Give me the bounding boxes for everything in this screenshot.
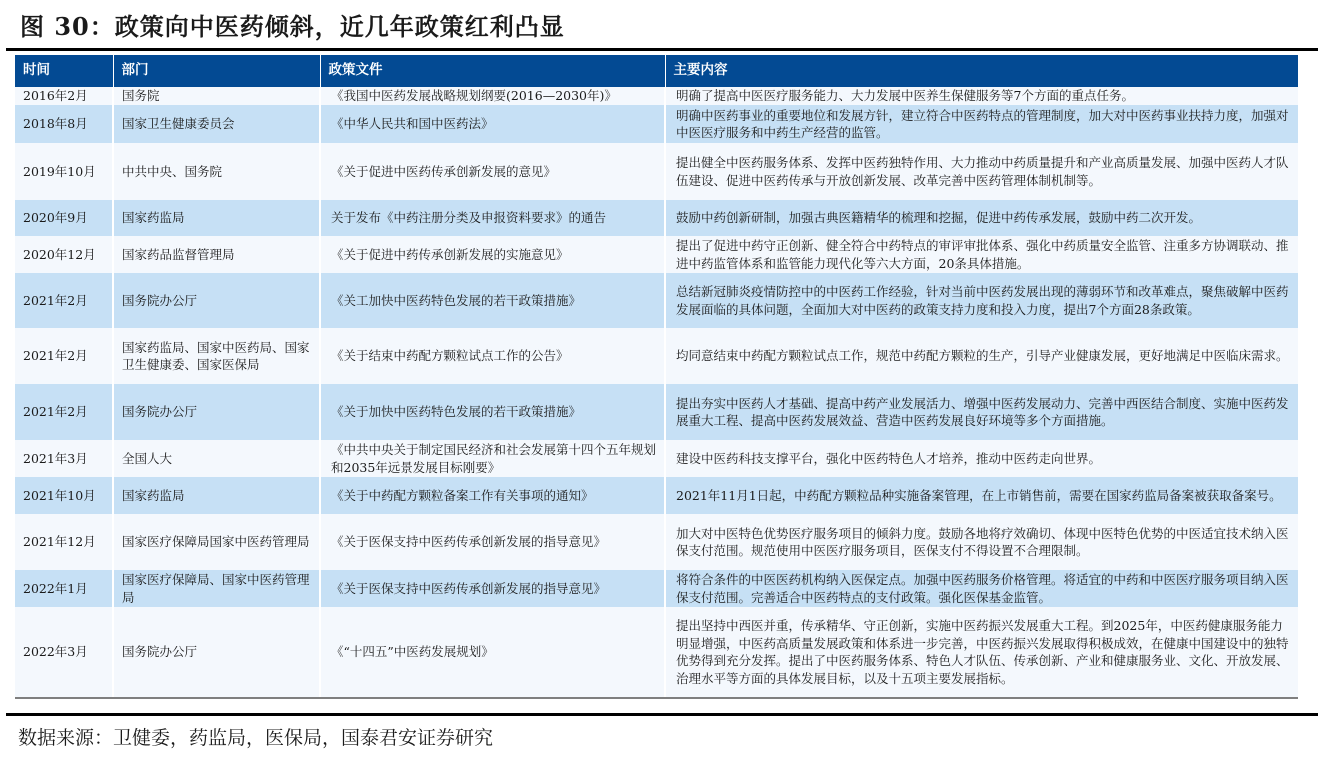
cell-policy-document: 《关于加快中医药特色发展的若干政策措施》	[320, 384, 665, 440]
table-row	[15, 236, 1298, 273]
cell-department: 国家药监局、国家中医药局、国家卫生健康委、国家医保局	[113, 328, 320, 384]
cell-department: 国务院办公厅	[113, 384, 320, 440]
cell-policy-document: 《关于结束中药配方颗粒试点工作的公告》	[320, 328, 665, 384]
figure-title: 图 30：政策向中医药倾斜，近几年政策红利凸显	[20, 12, 565, 41]
cell-department: 中共中央、国务院	[113, 143, 320, 200]
cell-main-content: 明确了提高中医医疗服务能力、大力发展中医养生保健服务等7个方面的重点任务。	[665, 87, 1298, 105]
cell-policy-document: 《中华人民共和国中医药法》	[320, 105, 665, 143]
policy-table	[15, 55, 1298, 699]
cell-policy-document: 《关于促进中药传承创新发展的实施意见》	[320, 236, 665, 273]
cell-policy-document: 《关于医保支持中医药传承创新发展的指导意见》	[320, 570, 665, 607]
data-source: 数据来源：卫健委，药监局，医保局，国泰君安证券研究	[18, 727, 494, 749]
cell-department: 国家医疗保障局、国家中医药管理局	[113, 570, 320, 607]
header-main-content: 主要内容	[665, 55, 1298, 87]
cell-date: 2019年10月	[15, 143, 113, 200]
cell-date: 2020年9月	[15, 200, 113, 236]
cell-main-content: 提出了促进中药守正创新、健全符合中药特点的审评审批体系、强化中药质量安全监管、注重多方协调联动、推进中药监管体系和监管能力现代化等六大方面，20条具体措施。	[665, 236, 1298, 273]
cell-date: 2021年2月	[15, 273, 113, 328]
cell-date: 2021年12月	[15, 514, 113, 570]
cell-main-content: 提出健全中医药服务体系、发挥中医药独特作用、大力推动中药质量提升和产业高质量发展、加强中医药人才队伍建设、促进中医药传承与开放创新发展、改革完善中医药管理体制机制等。	[665, 143, 1298, 200]
cell-main-content: 建设中医药科技支撑平台，强化中医药特色人才培养，推动中医药走向世界。	[665, 440, 1298, 477]
cell-main-content: 提出坚持中西医并重，传承精华、守正创新，实施中医药振兴发展重大工程。到2025年，中医药健康服务能力明显增强，中医药高质量发展政策和体系进一步完善，中医药振兴发展取得积极成效，在健康中国建设中的独特优势得到充分发挥。提出了中医药服务体系、特色人才队伍、传承创新、产业和健康服务业、文化、开放发展、治理水平等方面的具体发展目标，以及十五项主要发展指标。	[665, 607, 1298, 698]
cell-department: 全国人大	[113, 440, 320, 477]
cell-department: 国务院办公厅	[113, 607, 320, 698]
cell-department: 国家药监局	[113, 477, 320, 514]
table-row	[15, 87, 1298, 105]
cell-department: 国务院办公厅	[113, 273, 320, 328]
table-row	[15, 273, 1298, 328]
cell-main-content: 总结新冠肺炎疫情防控中的中医药工作经验，针对当前中医药发展出现的薄弱环节和改革难点，聚焦破解中医药发展面临的具体问题，全面加大对中医药的政策支持力度和投入力度，提出7个方面28条政策。	[665, 273, 1298, 328]
cell-main-content: 提出夯实中医药人才基础、提高中药产业发展活力、增强中医药发展动力、完善中西医结合制度、实施中医药发展重大工程、提高中医药发展效益、营造中医药发展良好环境等多个方面措施。	[665, 384, 1298, 440]
top-rule	[6, 48, 1318, 51]
cell-date: 2022年1月	[15, 570, 113, 607]
header-policy-document: 政策文件	[320, 55, 665, 87]
cell-main-content: 明确中医药事业的重要地位和发展方针，建立符合中医药特点的管理制度，加大对中医药事业扶持力度，加强对中医医疗服务和中药生产经营的监管。	[665, 105, 1298, 143]
table-row	[15, 105, 1298, 143]
cell-department: 国家药品监督管理局	[113, 236, 320, 273]
table-row	[15, 200, 1298, 236]
cell-date: 2021年10月	[15, 477, 113, 514]
cell-department: 国务院	[113, 87, 320, 105]
table-row	[15, 607, 1298, 698]
cell-policy-document: 《关工加快中医药特色发展的若干政策措施》	[320, 273, 665, 328]
cell-policy-document: 关于发布《中药注册分类及申报资料要求》的通告	[320, 200, 665, 236]
cell-department: 国家卫生健康委员会	[113, 105, 320, 143]
table-row	[15, 477, 1298, 514]
cell-date: 2021年2月	[15, 328, 113, 384]
cell-date: 2016年2月	[15, 87, 113, 105]
cell-policy-document: 《关于促进中医药传承创新发展的意见》	[320, 143, 665, 200]
cell-main-content: 鼓励中药创新研制，加强古典医籍精华的梳理和挖掘，促进中药传承发展，鼓励中药二次开发。	[665, 200, 1298, 236]
cell-date: 2020年12月	[15, 236, 113, 273]
cell-main-content: 均同意结束中药配方颗粒试点工作，规范中药配方颗粒的生产，引导产业健康发展，更好地满足中医临床需求。	[665, 328, 1298, 384]
cell-department: 国家药监局	[113, 200, 320, 236]
header-department: 部门	[113, 55, 320, 87]
header-date: 时间	[15, 55, 113, 87]
table-row	[15, 440, 1298, 477]
table-row	[15, 384, 1298, 440]
bottom-rule	[6, 713, 1318, 716]
cell-policy-document: 《关于医保支持中医药传承创新发展的指导意见》	[320, 514, 665, 570]
table-row	[15, 328, 1298, 384]
cell-date: 2018年8月	[15, 105, 113, 143]
cell-date: 2021年3月	[15, 440, 113, 477]
cell-policy-document: 《中共中央关于制定国民经济和社会发展第十四个五年规划和2035年远景发展目标刚要》	[320, 440, 665, 477]
cell-date: 2022年3月	[15, 607, 113, 698]
cell-main-content: 加大对中医特色优势医疗服务项目的倾斜力度。鼓励各地将疗效确切、体现中医特色优势的中医适宜技术纳入医保支付范围。规范使用中医医疗服务项目，医保支付不得设置不合理限制。	[665, 514, 1298, 570]
cell-date: 2021年2月	[15, 384, 113, 440]
cell-main-content: 2021年11月1日起，中药配方颗粒品种实施备案管理，在上市销售前，需要在国家药监局备案被获取备案号。	[665, 477, 1298, 514]
table-row	[15, 570, 1298, 607]
cell-policy-document: 《我国中医药发展战略规划纲要(2016—2030年)》	[320, 87, 665, 105]
cell-department: 国家医疗保障局国家中医药管理局	[113, 514, 320, 570]
table-row	[15, 514, 1298, 570]
cell-policy-document: 《“十四五”中医药发展规划》	[320, 607, 665, 698]
cell-main-content: 将符合条件的中医医药机构纳入医保定点。加强中医药服务价格管理。将适宜的中药和中医医疗服务项目纳入医保支付范围。完善适合中医药特点的支付政策。强化医保基金监管。	[665, 570, 1298, 607]
cell-policy-document: 《关于中药配方颗粒备案工作有关事项的通知》	[320, 477, 665, 514]
table-row	[15, 143, 1298, 200]
table-header-row	[15, 55, 1298, 87]
